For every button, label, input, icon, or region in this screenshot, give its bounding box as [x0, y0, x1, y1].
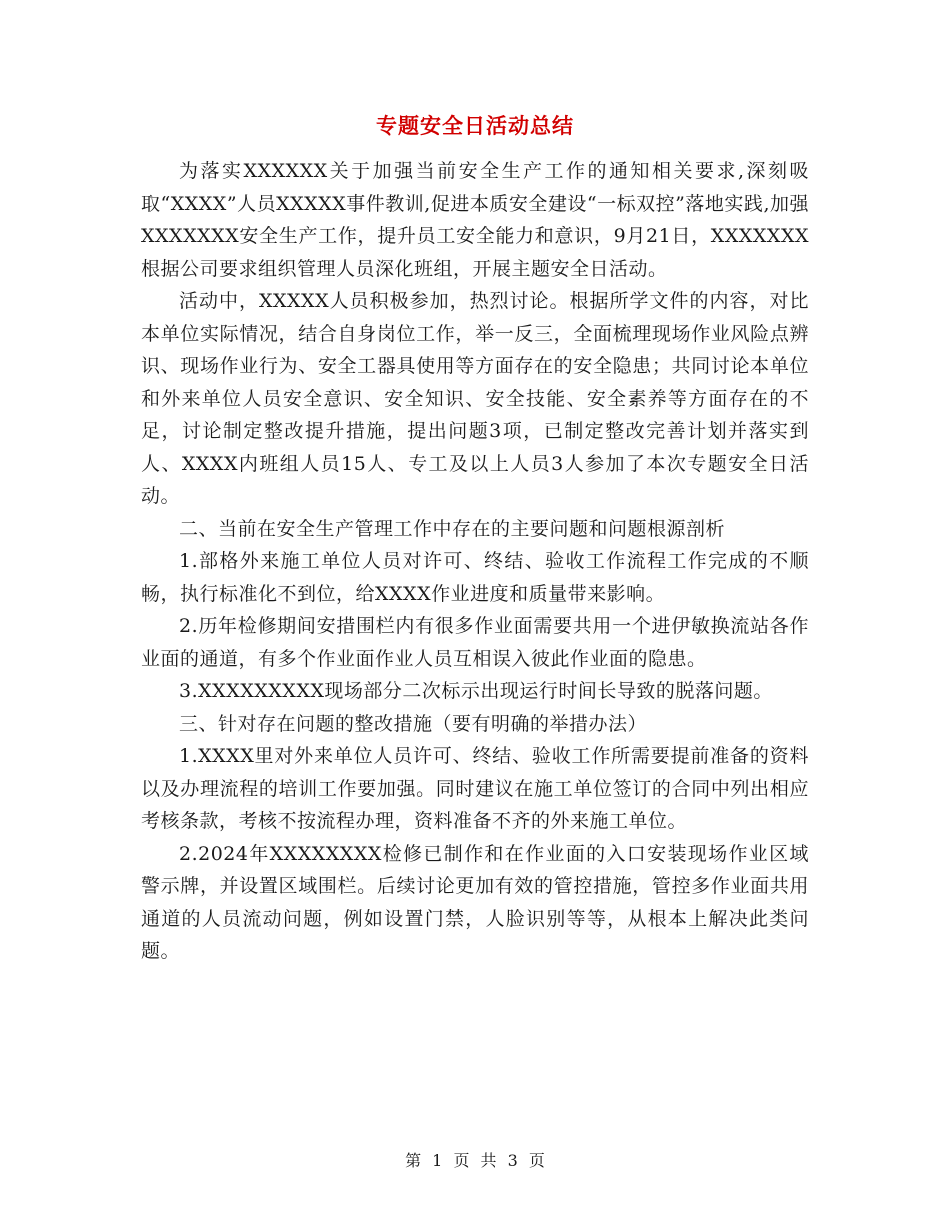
- problem-item-2: 2.历年检修期间安措围栏内有很多作业面需要共用一个进伊敏换流站各作业面的通道，有多个作业面作业人员互相误入彼此作业面的隐患。: [141, 615, 809, 670]
- document-title: 专题安全日活动总结: [376, 114, 574, 138]
- measure-item-2: 2.2024年XXXXXXXX检修已制作和在作业面的入口安装现场作业区域警示牌，并设置区域围栏。后续讨论更加有效的管控措施，管控多作业面共用通道的人员流动问题，例如设置门禁，人脸识别等等，从根本上解决此类问题。: [141, 842, 809, 962]
- document-body: [141, 155, 809, 968]
- page-footer: 第 1 页 共 3 页: [405, 1151, 545, 1170]
- paragraph-intro: 为落实XXXXXX关于加强当前安全生产工作的通知相关要求,深刻吸取“XXXX”人员XXXXX事件教训,促进本质安全建设“一标双控”落地实践,加强XXXXXXX安全生产工作，提升员工安全能力和意识，9月21日，XXXXXXX根据公司要求组织管理人员深化班组，开展主题安全日活动。: [141, 160, 809, 280]
- problem-item-1: 1.部格外来施工单位人员对许可、终结、验收工作流程工作完成的不顺畅，执行标准化不到位，给XXXX作业进度和质量带来影响。: [141, 550, 809, 605]
- problem-item-3: 3.XXXXXXXXX现场部分二次标示出现运行时间长导致的脱落问题。: [179, 680, 773, 702]
- section-heading-measures: 三、针对存在问题的整改措施（要有明确的举措办法）: [179, 712, 648, 735]
- measure-item-1: 1.XXXX里对外来单位人员许可、终结、验收工作所需要提前准备的资料以及办理流程的培训工作要加强。同时建议在施工单位签订的合同中列出相应考核条款，考核不按流程办理，资料准备不齐的外来施工单位。: [141, 745, 809, 832]
- section-heading-problems: 二、当前在安全生产管理工作中存在的主要问题和问题根源剖析: [179, 517, 726, 540]
- paragraph-activity: 活动中，XXXXX人员积极参加，热烈讨论。根据所学文件的内容，对比本单位实际情况，结合自身岗位工作，举一反三，全面梳理现场作业风险点辨识、现场作业行为、安全工器具使用等方面存在的安全隐患；共同讨论本单位和外来单位人员安全意识、安全知识、安全技能、安全素养等方面存在的不足，讨论制定整改提升措施，提出问题3项，已制定整改完善计划并落实到人、XXXX内班组人员15人、专工及以上人员3人参加了本次专题安全日活动。: [141, 290, 809, 507]
